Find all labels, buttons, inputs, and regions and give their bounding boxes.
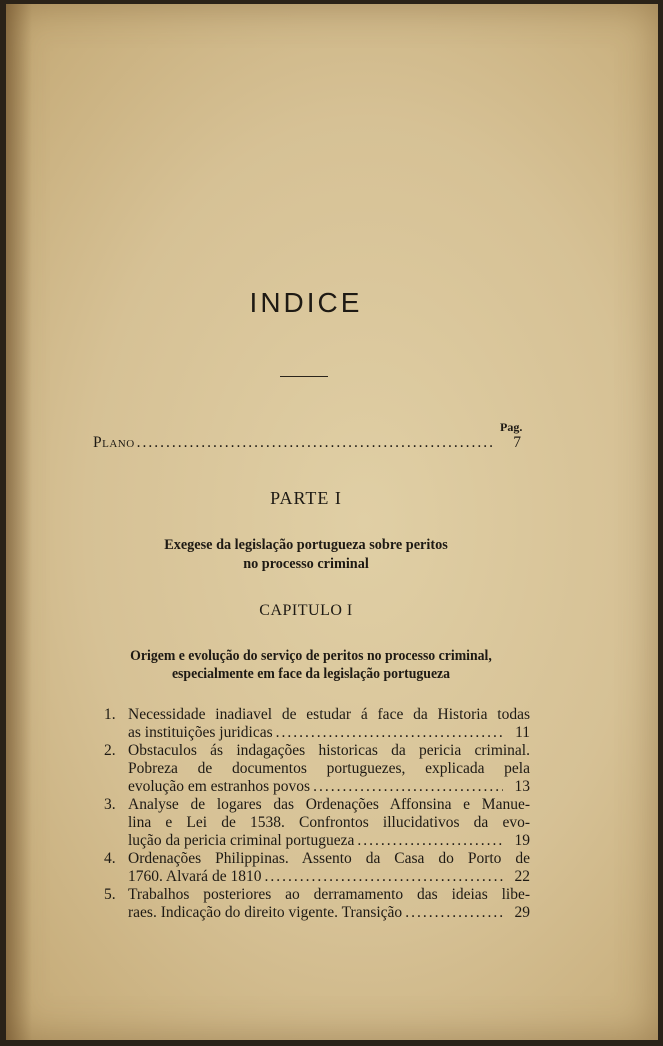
- toc-page-number: 13: [514, 778, 530, 795]
- toc-entry[interactable]: [104, 706, 530, 742]
- entry-text-line: lina e Lei de 1538. Confrontos illucidativos da evo-: [128, 814, 530, 831]
- entry-text-line: lução da pericia criminal portugueza: [128, 832, 355, 849]
- part-subtitle-line: no processo criminal: [243, 556, 369, 572]
- entry-text-line: Trabalhos posteriores ao derramamento das ideias libe-: [128, 886, 530, 903]
- entry-text-line: raes. Indicação do direito vigente. Transição: [128, 904, 403, 921]
- entry-number: 2.: [104, 742, 116, 759]
- toc-entry[interactable]: [104, 886, 530, 922]
- leader-dots: [357, 832, 503, 850]
- leader-dots: [313, 778, 503, 796]
- toc-page-number: 7: [513, 434, 521, 451]
- title-rule: [280, 376, 328, 377]
- entry-text-line: Obstaculos ás indagações historicas da pericia criminal.: [128, 742, 530, 759]
- leader-dots: [137, 434, 493, 452]
- entry-text-line: evolução em estranhos povos: [128, 778, 311, 795]
- part-heading: PARTE I: [270, 488, 342, 508]
- chapter-subtitle-line: especialmente em face da legislação portugueza: [171, 666, 451, 682]
- toc-page-number: 29: [514, 904, 530, 921]
- toc-entry[interactable]: [104, 850, 530, 886]
- chapter-heading: CAPITULO I: [259, 602, 353, 619]
- toc-entry-label: Plano: [93, 434, 135, 451]
- toc-entry[interactable]: [104, 796, 530, 850]
- toc-entry-plano[interactable]: [93, 434, 521, 452]
- index-title: INDICE: [249, 287, 363, 318]
- toc-entry[interactable]: [104, 742, 530, 796]
- book-page: [6, 4, 658, 1040]
- entry-text-line: Pobreza de documentos portuguezes, explicada pela: [128, 760, 530, 777]
- chapter-subtitle: [97, 647, 525, 683]
- entry-number: 5.: [104, 886, 116, 903]
- entry-text-line: as instituições juridicas: [128, 724, 273, 741]
- chapter-subtitle-line: Origem e evolução do serviço de peritos no processo criminal,: [130, 648, 492, 664]
- chapter-entries: [104, 706, 530, 922]
- entry-text-line: Analyse de logares das Ordenações Affonsina e Manue-: [128, 796, 530, 813]
- entry-text-line: 1760. Alvará de 1810: [128, 868, 262, 885]
- entry-number: 1.: [104, 706, 116, 723]
- entry-text-line: Necessidade inadiavel de estudar á face da Historia todas: [128, 706, 530, 723]
- toc-page-number: 11: [515, 724, 530, 741]
- entry-number: 3.: [104, 796, 116, 813]
- entry-text-line: Ordenações Philippinas. Assento da Casa do Porto de: [128, 850, 530, 867]
- leader-dots: [264, 868, 503, 886]
- page-column-label: Pag.: [500, 420, 523, 434]
- toc-page-number: 22: [514, 868, 530, 885]
- leader-dots: [405, 904, 503, 922]
- toc-page-number: 19: [514, 832, 530, 849]
- part-subtitle: [116, 536, 496, 574]
- part-subtitle-line: Exegese da legislação portugueza sobre peritos: [164, 537, 448, 553]
- entry-number: 4.: [104, 850, 116, 867]
- leader-dots: [276, 724, 503, 742]
